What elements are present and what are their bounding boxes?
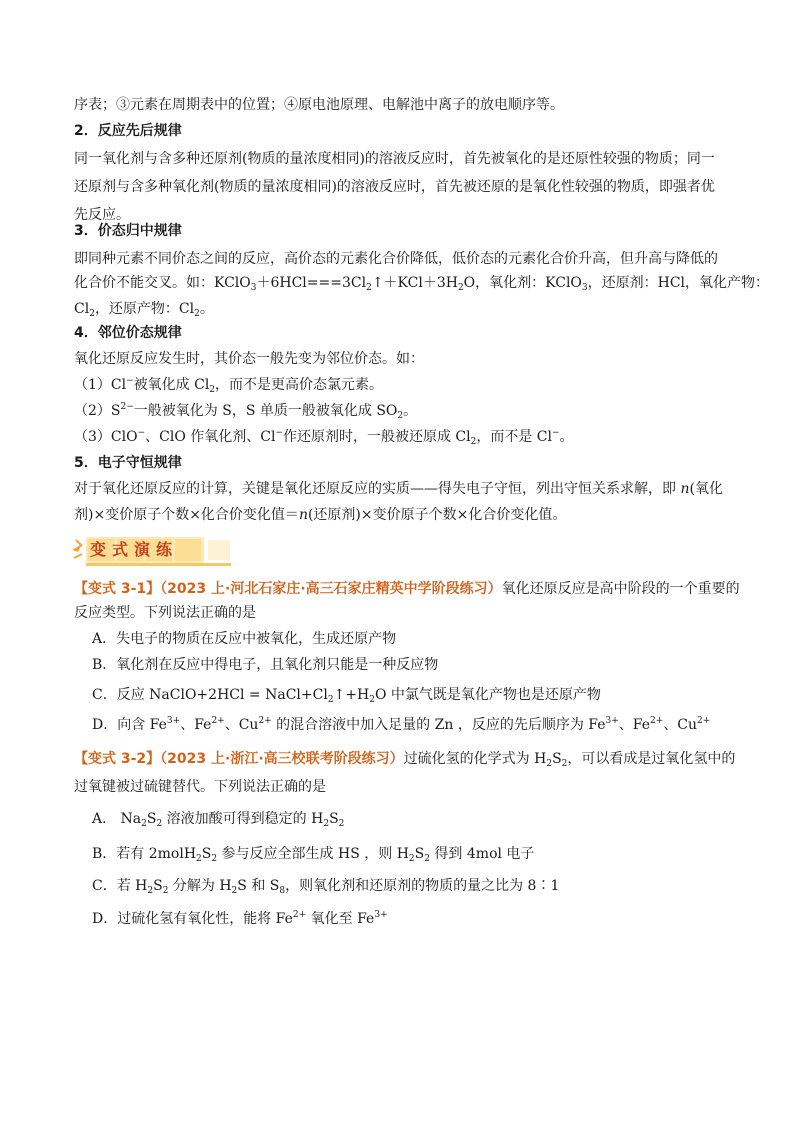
text-run: 被氧化成 Cl [133,377,210,393]
subscript: 2 [194,309,200,319]
subscript: 2 [323,819,330,829]
text-run: S [146,811,157,827]
text-run: 对于氧化还原反应的计算，关键是氧化还原反应的实质——得失电子守恒，列出守恒关系求解，即 [74,481,681,497]
subscript: 2 [369,695,375,705]
question-source: （2023 上·河北石家庄·高三石家庄精英中学阶段练习） [160,581,502,597]
text-run: (还原剂)×变价原子个数×化合价变化值。 [307,507,567,523]
text-run: 化合价不能交叉。如：KClO [74,275,251,291]
text-line: 反应类型。下列说法正确的是 [74,605,256,621]
subscript: 2 [89,309,95,319]
text-run: 溶液加酸可得到稳定的 H [162,811,324,827]
text-run: B．若有 2molH [92,846,197,862]
text-line [74,300,214,318]
text-run: 。 [403,403,418,419]
text-run: 中氯气既是氧化产物也是还原产物 [386,687,601,703]
text-line [74,428,574,446]
superscript: 2+ [697,716,711,726]
subscript: 8 [279,886,286,896]
variable-n: n [680,481,690,497]
option-d [92,716,710,734]
option-b [92,845,534,863]
subscript: 2 [162,886,169,896]
subscript: 2 [408,854,415,864]
superscript: 3+ [166,716,181,726]
text-run: 、ClO 作氧化剂、Cl [145,429,276,445]
text-line: 先反应。 [74,207,130,223]
text-run: S [414,846,425,862]
text-line: 还原剂与含多种氧化剂(物质的量浓度相同)的溶液反应时，首先被还原的是氧化性较强的物质，即强者优 [74,179,715,195]
text-run: 分解为 H [168,878,232,894]
text-run: 参与反应全部生成 HS ，则 H [217,846,409,862]
section-heading: 2．反应先后规律 [74,123,182,139]
text-line: 氧化还原反应发生时，其价态一般先变为邻位价态。如： [74,351,424,367]
question-source: （2023 上·浙江·高三校联考阶段练习） [160,751,404,767]
option-c [92,877,559,895]
text-run: 一般被氧化为 S，S 单质一般被氧化成 SO [133,403,398,419]
superscript: 3+ [374,910,388,920]
text-run: O [374,687,387,703]
text-line [74,402,417,420]
text-run: S 和 S [237,878,280,894]
text-run: 。 [199,301,214,317]
superscript: 2− [120,402,134,412]
option-a [92,810,344,828]
option-d [92,910,388,928]
banner-title: 变式演练 [90,540,179,559]
subscript: 2 [397,411,404,421]
text-run: 氧化至 Fe [306,911,375,927]
subscript: 2 [561,759,568,769]
text-run: 得到 4mol 电子 [429,846,535,862]
text-line [74,376,383,394]
text-run: 氧化还原反应是高中阶段的一个重要的 [501,581,740,597]
text-run: A． Na [92,811,142,827]
text-run: （2）S [74,403,121,419]
question-stem [74,580,740,598]
text-run: ↑＋KCl＋3H [371,275,458,291]
subscript: 2 [457,283,464,293]
superscript: − [275,428,283,438]
text-line [74,480,723,498]
text-run: 。 [559,429,574,445]
text-run: 、Fe [180,717,212,733]
subscript: 2 [327,695,334,705]
subscript: 2 [338,819,345,829]
text-run: ，而不是更高价态氯元素。 [215,377,384,393]
text-run: （1）Cl [74,377,127,393]
subscript: 2 [156,819,163,829]
subscript: 2 [141,819,147,829]
superscript: − [552,428,560,438]
text-run: ，则氧化剂和还原剂的物质的量之比为 8∶1 [285,878,560,894]
option-b: B．氧化剂在反应中得电子，且氧化剂只能是一种反应物 [92,657,439,673]
practice-banner [68,530,238,570]
subscript: 2 [424,854,430,864]
text-line: 即同种元素不同价态之间的反应，高价态的元素化合价降低，低价态的元素化合价升高，但升高与降低的 [74,251,718,267]
option-a: A．失电子的物质在反应中被氧化，生成还原产物 [92,631,397,647]
subscript: 3 [250,283,257,293]
section-heading: 4．邻位价态规律 [74,325,182,341]
superscript: 2+ [258,716,272,726]
section-heading: 3．价态归中规律 [74,223,182,239]
text-run: ，还原剂：HCl，氧化产物： [587,275,770,291]
question-tag: 【变式 3-2】 [74,751,161,767]
text-run: 、Fe [618,717,651,733]
text-run: 、Cu [663,717,698,733]
subscript: 2 [209,385,216,395]
subscript: 2 [211,854,218,864]
subscript: 2 [546,759,553,769]
text-run: ＋6HCl===3Cl [256,275,367,291]
superscript: 3+ [605,716,619,726]
superscript: 2+ [292,910,307,920]
text-run: 的混合溶液中加入足量的 Zn ，反应的先后顺序为 Fe [271,717,606,733]
subscript: 2 [470,437,477,447]
question-stem [74,750,735,768]
text-run: D．向含 Fe [92,717,167,733]
text-run: S [329,811,339,827]
text-run: (氧化 [689,481,723,497]
subscript: 3 [581,283,588,293]
text-run: 过硫化氢的化学式为 H [403,751,547,767]
text-run: D．过硫化氢有氧化性，能将 Fe [92,911,293,927]
question-tag: 【变式 3-1】 [74,581,161,597]
text-line [74,274,769,292]
text-run: S [552,751,562,767]
text-run: S [201,846,212,862]
text-run: S [153,878,163,894]
variable-n: n [298,507,308,523]
text-line: 过氧键被过硫键替代。下列说法正确的是 [74,779,326,795]
superscript: 2+ [211,716,225,726]
text-run: ↑+H [333,687,370,703]
text-run: O，氧化剂：KClO [463,275,582,291]
text-line: 序表；③元素在周期表中的位置；④原电池原理、电解池中离子的放电顺序等。 [74,97,564,113]
text-run: （3）ClO [74,429,138,445]
text-run: 、Cu [224,717,259,733]
subscript: 2 [196,854,202,864]
text-run: C．若 H [92,878,148,894]
subscript: 2 [147,886,154,896]
option-c [92,686,601,704]
text-run: 作还原剂时，一般被还原成 Cl [282,429,471,445]
text-run: ，而不是 Cl [476,429,552,445]
section-heading: 5．电子守恒规律 [74,455,182,471]
text-run: Cl [74,301,90,317]
text-run: ，还原产物：Cl [94,301,195,317]
subscript: 2 [366,283,372,293]
superscript: − [137,428,146,438]
text-run: C．反应 NaClO+2HCl = NaCl+Cl [92,687,328,703]
subscript: 2 [231,886,238,896]
text-line: 同一氧化剂与含多种还原剂(物质的量浓度相同)的溶液反应时，首先被氧化的是还原性较强的物质；同一 [74,151,715,167]
text-run: 剂)×变价原子个数×化合价变化值＝ [74,507,299,523]
superscript: 2+ [650,716,664,726]
superscript: − [126,376,134,386]
text-line [74,506,566,524]
text-run: ，可以看成是过氧化氢中的 [567,751,736,767]
